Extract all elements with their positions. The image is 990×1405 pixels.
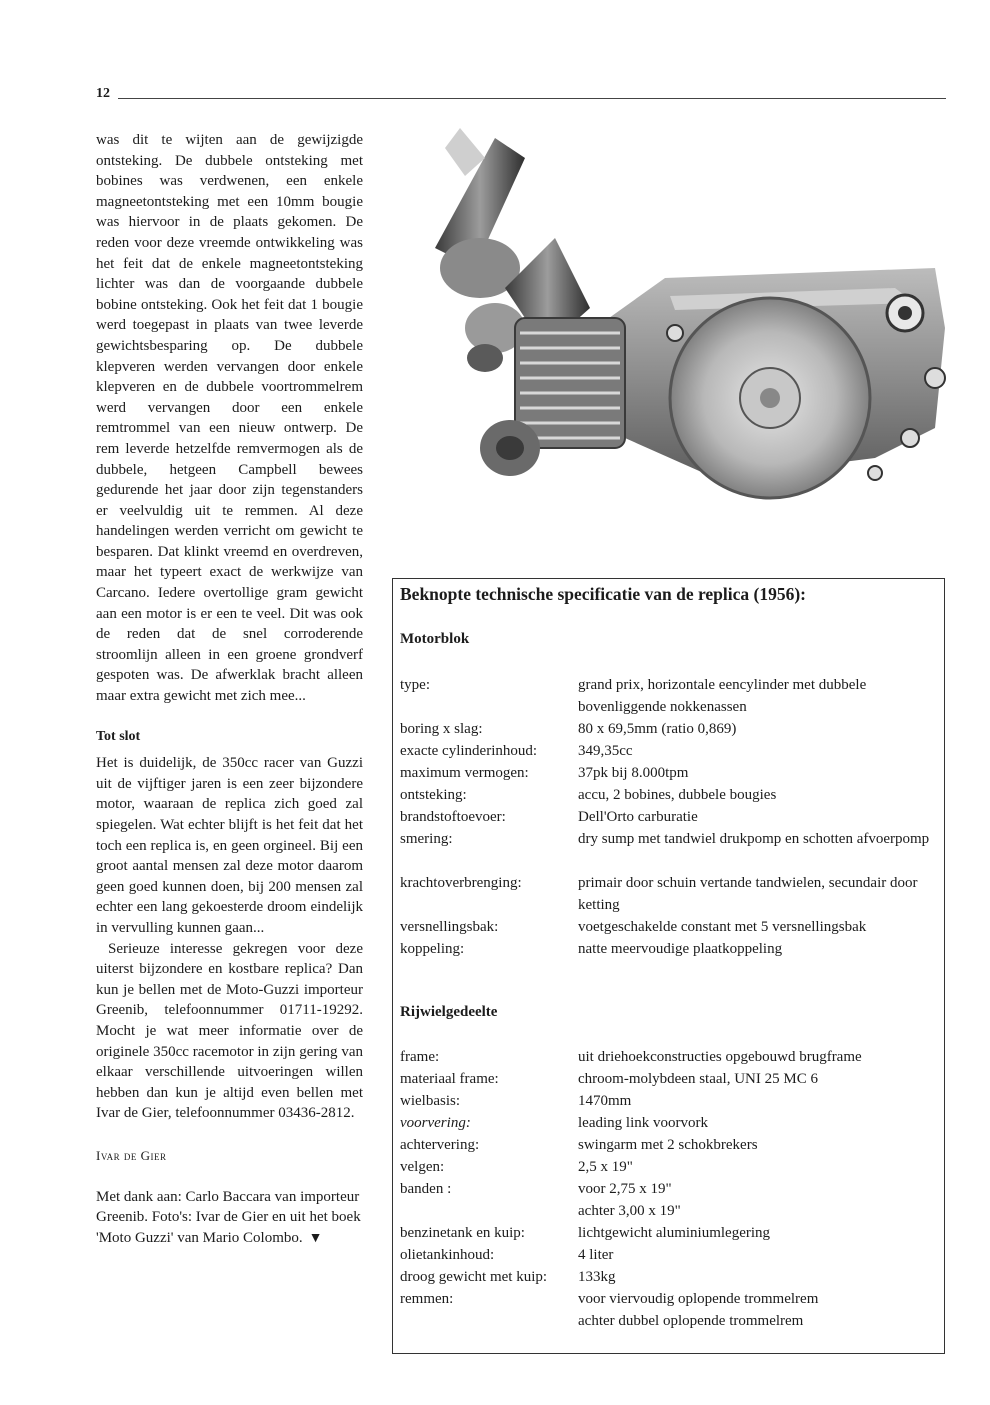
spec-label: koppeling: [400,941,465,957]
spec-section-heading: Rijwielgedeelte [400,1004,498,1020]
spec-value: leading link voorvork [578,1115,708,1131]
spec-value: uit driehoekconstructies opgebouwd brugframe [578,1049,862,1065]
spec-label: remmen: [400,1291,454,1307]
spec-value: 133kg [578,1269,616,1285]
article-paragraph: was dit te wijten aan de gewijzigde ontsteking. De dubbele ontsteking met bobines was verdwenen, een enkele magneetontsteking met een 10mm bougie was hiervoor in de plaats gekomen. De reden voor deze vreemde ontwikkeling was het feit dat de enkele magneetontsteking lichter was dan de voorgaande dubbele bobine ontsteking. Ook het feit dat 1 bougie werd toegepast in plaats van twee leverde gewichtsbesparing op. De dubbele klepveren werden vervangen door enkele klepveren en de dubbele voortrommelrem werd vervangen door een enkele remtrommel van een nieuw ontwerp. De rem leverde hetzelfde remvermogen als de dubbele, hetgeen Campbell bewees gedurende het jaar door zijn tegenstanders er veelvuldig uit te remmen. Al deze handelingen werden verricht om gewicht te besparen. Dat klinkt vreemd en overdreven, maar het typeert exact de werkwijze van Carcano. Iedere overtollige gram gewicht aan een motor is er een te veel. Dit was ook de reden dat de snel corroderende stroomlijn alleen in een groene grondverf gespoten was. De afwerklak bracht alleen maar extra gewicht met zich mee... [96,132,363,705]
spec-label: materiaal frame: [400,1071,499,1087]
spec-value: achter dubbel oplopende trommelrem [578,1313,804,1329]
engine-photo [415,128,955,528]
spec-label: ontsteking: [400,787,467,803]
spec-title: Beknopte technische specificatie van de replica (1956): [400,584,807,604]
spec-value: 80 x 69,5mm (ratio 0,869) [578,721,737,737]
spec-value: 2,5 x 19" [578,1159,633,1175]
spec-value: lichtgewicht aluminiumlegering [578,1225,771,1241]
spec-value: achter 3,00 x 19" [578,1203,681,1219]
spec-label: benzinetank en kuip: [400,1225,525,1241]
spec-label: voorvering: [400,1115,471,1131]
spec-label: krachtoverbrenging: [400,875,522,891]
article-paragraph: Serieuze interesse gekregen voor deze uiterst bijzondere en kostbare replica? Dan kun je bellen met de Moto-Guzzi importeur Greenib, telefoonnummer 01711-19292. Mocht je wat meer informatie over de originele 350cc racemotor in zijn gering van elkaar verschillende uitvoeringen willen hebben dan kun je altijd even bellen met Ivar de Gier, telefoonnummer 03436-2812. [96,940,363,1122]
author-name: Ivar de Gier [96,1147,167,1163]
spec-value: 349,35cc [578,743,633,759]
spec-label: type: [400,677,430,693]
article-column [96,130,363,1249]
spec-label: boring x slag: [400,721,483,737]
spec-value: swingarm met 2 schokbrekers [578,1137,758,1153]
spec-value: dry sump met tandwiel drukpomp en schotten afvoerpomp [578,831,930,847]
spec-label: wielbasis: [400,1093,460,1109]
spec-label: banden : [400,1181,452,1197]
spec-section-heading: Motorblok [400,631,470,647]
spec-value: chroom-molybdeen staal, UNI 25 MC 6 [578,1071,818,1087]
spec-value: 1470mm [578,1093,632,1109]
spec-value: voor 2,75 x 19" [578,1181,672,1197]
spec-value: accu, 2 bobines, dubbele bougies [578,787,777,803]
end-mark-icon: ▼ [308,1230,323,1246]
spec-label: achtervering: [400,1137,480,1153]
spec-label: velgen: [400,1159,445,1175]
credits [96,1187,363,1250]
article-paragraph: Het is duidelijk, de 350cc racer van Guzzi uit de vijftiger jaren is een zeer bijzondere motor, waaraan de replica zich goed zal spiegelen. Wat echter blijft is het feit dat het toch een replica is, en geen orgineel. Bij een groot aantal mensen zal deze motor daarom geen goed kunnen doen, bij 200 mensen zal echter een lang gekoesterde droom eindelijk in vervulling kunnen gaan... [96,755,363,936]
spec-value: grand prix, horizontale eencylinder met dubbele bovenliggende nokkenassen [578,677,867,715]
spec-label: versnellingsbak: [400,919,499,935]
spec-label: exacte cylinderinhoud: [400,743,538,759]
spec-value: voor viervoudig oplopende trommelrem [578,1291,819,1307]
spec-label: maximum vermogen: [400,765,529,781]
header-rule [118,98,946,99]
spec-label: smering: [400,831,453,847]
spec-label: brandstoftoevoer: [400,809,506,825]
spec-value: 4 liter [578,1247,614,1263]
spec-value: Dell'Orto carburatie [578,809,698,825]
spec-label: frame: [400,1049,440,1065]
spec-value: voetgeschakelde constant met 5 versnellingsbak [578,919,867,935]
spec-label: droog gewicht met kuip: [400,1269,548,1285]
spec-value: natte meervoudige plaatkoppeling [578,941,783,957]
credits-text: Met dank aan: Carlo Baccara van importeur Greenib. Foto's: Ivar de Gier en uit het boek 'Moto Guzzi' van Mario Colombo. [96,1188,361,1246]
spec-value: 37pk bij 8.000tpm [578,765,689,781]
page-number: 12 [96,86,110,101]
spec-label: olietankinhoud: [400,1247,495,1263]
section-heading: Tot slot [96,728,141,744]
spec-value: primair door schuin vertande tandwielen, secundair door ketting [578,875,918,913]
spec-box [392,578,945,1354]
